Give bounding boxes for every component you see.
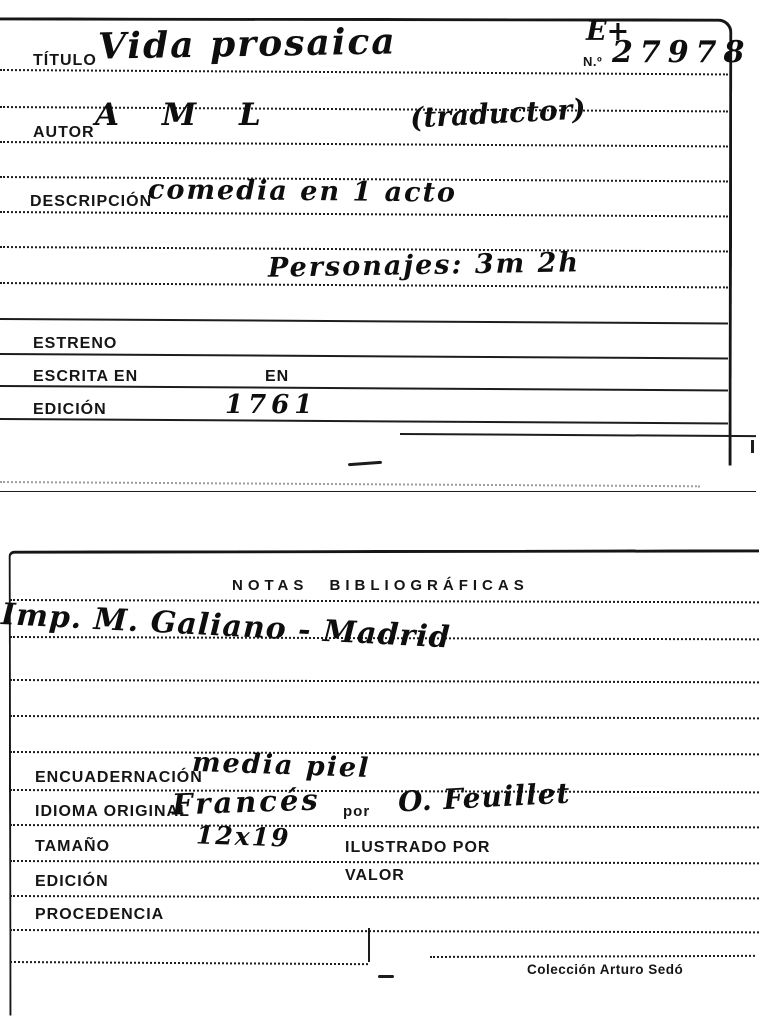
numero-value: 27978 xyxy=(612,35,752,70)
por-label: por xyxy=(343,803,371,820)
autor-label: AUTOR xyxy=(33,124,95,141)
descripcion-label: DESCRIPCIÓN xyxy=(30,193,153,210)
estreno-label: ESTRENO xyxy=(33,335,118,352)
descripcion-value: comedia en 1 acto xyxy=(147,174,458,209)
escrita-en-en-label: EN xyxy=(265,368,290,385)
procedencia-label: PROCEDENCIA xyxy=(35,906,165,923)
edicion-value: 1761 xyxy=(225,390,318,420)
tamano-value: 12x19 xyxy=(195,820,291,853)
tamano-label: TAMAÑO xyxy=(35,838,111,855)
rule-line-faint xyxy=(0,481,700,487)
coleccion-stamp: Colección Arturo Sedó xyxy=(527,962,684,977)
top-card-bottom-line xyxy=(0,491,756,492)
scan-artifact xyxy=(378,975,394,978)
notas-header: NOTAS BIBLIOGRÁFICAS xyxy=(232,577,529,594)
encuadernacion-label: ENCUADERNACIÓN xyxy=(35,769,203,786)
idioma-original-label: IDIOMA ORIGINAL xyxy=(35,803,190,820)
imprenta-value: Imp. M. Galiano - Madrid xyxy=(0,597,452,656)
classification-mark: E+ xyxy=(586,16,630,47)
scan-artifact xyxy=(368,928,370,962)
edicion-label: EDICIÓN xyxy=(33,401,107,418)
encuadernacion-value: media piel xyxy=(191,746,371,785)
scan-artifact xyxy=(751,440,754,453)
titulo-label: TÍTULO xyxy=(33,52,97,69)
valor-label: VALOR xyxy=(345,867,405,884)
numero-label: N.º xyxy=(583,54,603,69)
ilustrado-por-label: ILUSTRADO POR xyxy=(345,839,491,856)
top-card-outline xyxy=(0,17,732,465)
escrita-en-label: ESCRITA EN xyxy=(33,368,139,385)
titulo-value: Vida prosaica xyxy=(97,20,398,68)
autor-original-value: O. Feuillet xyxy=(397,776,572,819)
autor-note: (traductor) xyxy=(409,92,587,135)
autor-value: A M L xyxy=(95,97,277,133)
edicion2-label: EDICIÓN xyxy=(35,873,109,890)
idioma-original-value: Francés xyxy=(171,782,322,822)
personajes-value: Personajes: 3m 2h xyxy=(267,247,581,284)
